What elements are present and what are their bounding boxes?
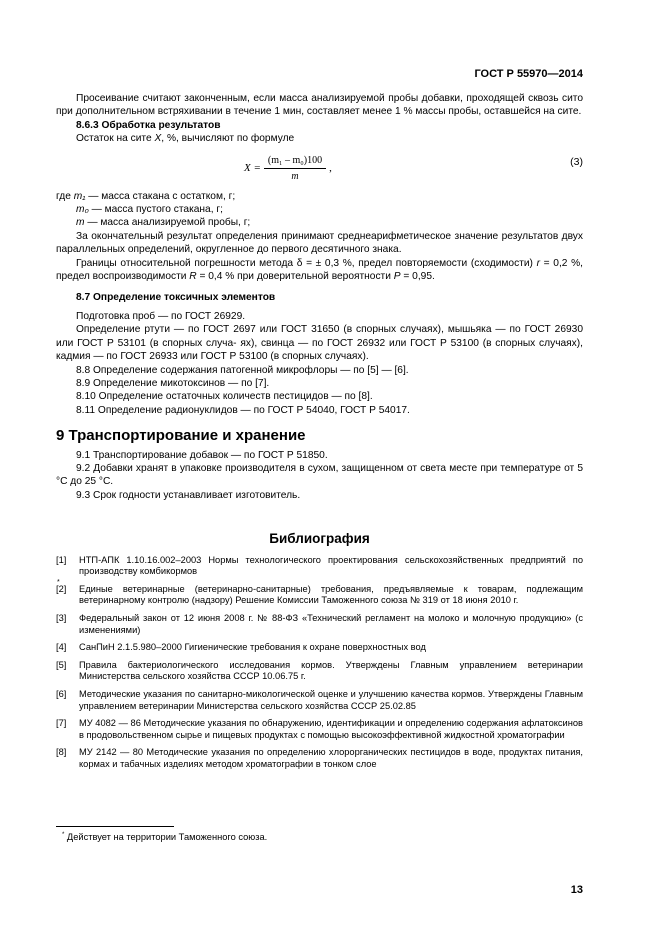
standard-code-header: ГОСТ Р 55970—2014: [474, 68, 583, 80]
footnote-marker: *: [62, 832, 65, 838]
where-list: [56, 190, 583, 230]
formula-tail: ,: [329, 161, 332, 174]
bounds-text-3: = 0,4 % при доверительной вероятности: [196, 271, 394, 283]
bibliography-item: [56, 613, 583, 636]
clause-8-9: 8.9 Определение микотоксинов — по [7].: [76, 377, 270, 389]
page-content: [56, 92, 583, 776]
bibliography-number: [4]: [56, 642, 67, 653]
bibliography-text: МУ 4082 — 86 Методические указания по обнаружению, идентификации и определению содержания афлатоксинов в продовольственном сырье и пищевых продуктах с помощью высокоэффективной жидкостной хроматографии: [79, 718, 583, 740]
bibliography-item: [56, 747, 583, 770]
where-item: [56, 190, 583, 203]
footnote-text: Действует на территории Таможенного союза.: [64, 832, 268, 843]
bounds-text-1: Границы относительной погрешности метода δ = ± 0,3 %, предел повторяемости (сходимости): [76, 257, 537, 269]
where-text: — масса пустого стакана, г;: [88, 204, 223, 216]
where-symbol: m₁: [73, 190, 86, 202]
footnote: [62, 832, 267, 842]
clause-9-2: 9.2 Добавки хранят в упаковке производителя в сухом, защищенном от света месте при температуре от 5 °С до 25 °С.: [56, 462, 583, 488]
bibliography-text: Правила бактериологического исследования кормов. Утверждены Главным управлением ветеринарии Министерства сельского хозяйства СССР 10.06.75 г.: [79, 659, 583, 682]
bibliography-text: СанПиН 2.1.5.980–2000 Гигиенические требования к охране поверхностных вод: [79, 642, 426, 653]
bibliography-number: [3]: [56, 612, 67, 623]
bibliography-item: [56, 642, 583, 654]
bibliography-number: [8]: [56, 747, 67, 758]
section-8-7-title: 8.7 Определение токсичных элементов: [76, 292, 276, 304]
bounds-symbol-r: r: [536, 257, 541, 269]
error-bounds-paragraph: [56, 257, 583, 284]
where-symbol: m₀: [76, 204, 89, 216]
equation-number: (3): [570, 155, 583, 168]
bibliography-number: [2]: [56, 583, 67, 594]
where-text: — масса анализируемой пробы, г;: [84, 217, 251, 229]
where-prefix: где: [56, 190, 74, 202]
bounds-symbol-P: P: [393, 271, 401, 283]
formula-intro-text-end: , %, вычисляют по формуле: [161, 133, 295, 145]
final-result-paragraph: За окончательный результат определения принимают среднеарифметическое значение результатов двух параллельных определений, округленное до первого десятичного знака.: [56, 230, 583, 256]
bounds-text-2: = 0,2 %, предел воспроизводимости: [56, 257, 583, 283]
section-8-6-3-title: 8.6.3 Обработка результатов: [76, 119, 221, 131]
where-item: [56, 203, 583, 216]
where-item: [56, 216, 583, 229]
bibliography-number: [6]: [56, 688, 67, 699]
formula-intro-variable: X: [154, 133, 162, 145]
footnote-divider: [56, 826, 174, 827]
bibliography-text: Единые ветеринарные (ветеринарно-санитарные) требования, предъявляемые к товарам, подлежащим ветеринарному контролю (надзору) Решение Комиссии Таможенного союза № 319 от 18 июня 2010 г.: [79, 583, 583, 606]
clause-8-11: 8.11 Определение радионуклидов — по ГОСТ Р 54040, ГОСТ Р 54017.: [76, 404, 410, 416]
bibliography-text: НТП-АПК 1.10.16.002–2003 Нормы технологического проектирования сельскохозяйственных предприятий по производству комбикормов: [79, 554, 583, 577]
sieving-paragraph: Просеивание считают законченным, если масса анализируемой пробы добавки, проходящей сквозь сито при дополнительном встряхивании в течение 1 мин, составляет менее 1 % массы пробы, оставшейся на сите.: [56, 93, 583, 118]
bibliography-title: Библиография: [269, 531, 370, 547]
sample-prep-paragraph: Подготовка проб — по ГОСТ 26929.: [76, 310, 246, 322]
section-9-title: 9 Транспортирование и хранение: [56, 427, 306, 445]
footnote-marker: *: [57, 578, 60, 586]
formula-3: [56, 152, 583, 184]
formula-lhs: X =: [244, 161, 261, 174]
bibliography-list: [56, 555, 583, 771]
clause-8-8: 8.8 Определение содержания патогенной микрофлоры — по [5] — [6].: [76, 364, 409, 376]
bibliography-number: [5]: [56, 659, 67, 670]
bibliography-item: [56, 555, 583, 578]
bibliography-text: Федеральный закон от 12 июня 2008 г. № 88-ФЗ «Технический регламент на молоко и молочную продукцию» (с изменениями): [79, 612, 583, 635]
clause-8-10: 8.10 Определение остаточных количеств пестицидов — по [8].: [76, 391, 373, 403]
bibliography-text: МУ 2142 — 80 Методические указания по определению хлорорганических пестицидов в воде, продуктах питания, кормах и табачных изделиях методом хроматографии в тонком слое: [79, 747, 583, 769]
bibliography-item: [56, 660, 583, 683]
bibliography-number: [1]: [56, 554, 67, 565]
formula-fraction: [264, 154, 326, 184]
clause-9-1: 9.1 Транспортирование добавок — по ГОСТ Р 51850.: [76, 449, 328, 461]
formula-body: [244, 154, 332, 184]
page-number: 13: [570, 884, 583, 896]
formula-numerator: (m₁ – m₀)100: [264, 154, 326, 169]
bibliography-item: [56, 578, 583, 607]
bibliography-text: Методические указания по санитарно-микологической оценке и улучшению качества кормов. Утверждены Главным управлением ветеринарии Министерства сельского хозяйства СССР 25.02.85: [79, 688, 583, 711]
bounds-text-4: = 0,95.: [400, 271, 435, 283]
formula-denominator: m: [291, 171, 299, 183]
clause-9-3: 9.3 Срок годности устанавливает изготовитель.: [76, 489, 301, 501]
bounds-symbol-R: R: [189, 271, 197, 283]
formula-intro: [56, 132, 583, 145]
formula-intro-text: Остаток на сите: [76, 133, 155, 145]
bibliography-number: [7]: [56, 718, 67, 729]
where-symbol: m: [76, 217, 85, 229]
bibliography-item: [56, 718, 583, 741]
bibliography-item: [56, 689, 583, 712]
toxic-elements-paragraph: Определение ртути — по ГОСТ 2697 или ГОСТ 31650 (в спорных случаях), мышьяка — по ГОСТ 26930 или ГОСТ Р 53101 (в спорных случа- ях), свинца — по ГОСТ 26932 или ГОСТ Р 53100 (в спорных случаях), кадмия — по ГОСТ 26933 или ГОСТ Р 53100 (в спорных случаях).: [56, 324, 583, 363]
where-text: — масса стакана с остатком, г;: [85, 190, 236, 202]
